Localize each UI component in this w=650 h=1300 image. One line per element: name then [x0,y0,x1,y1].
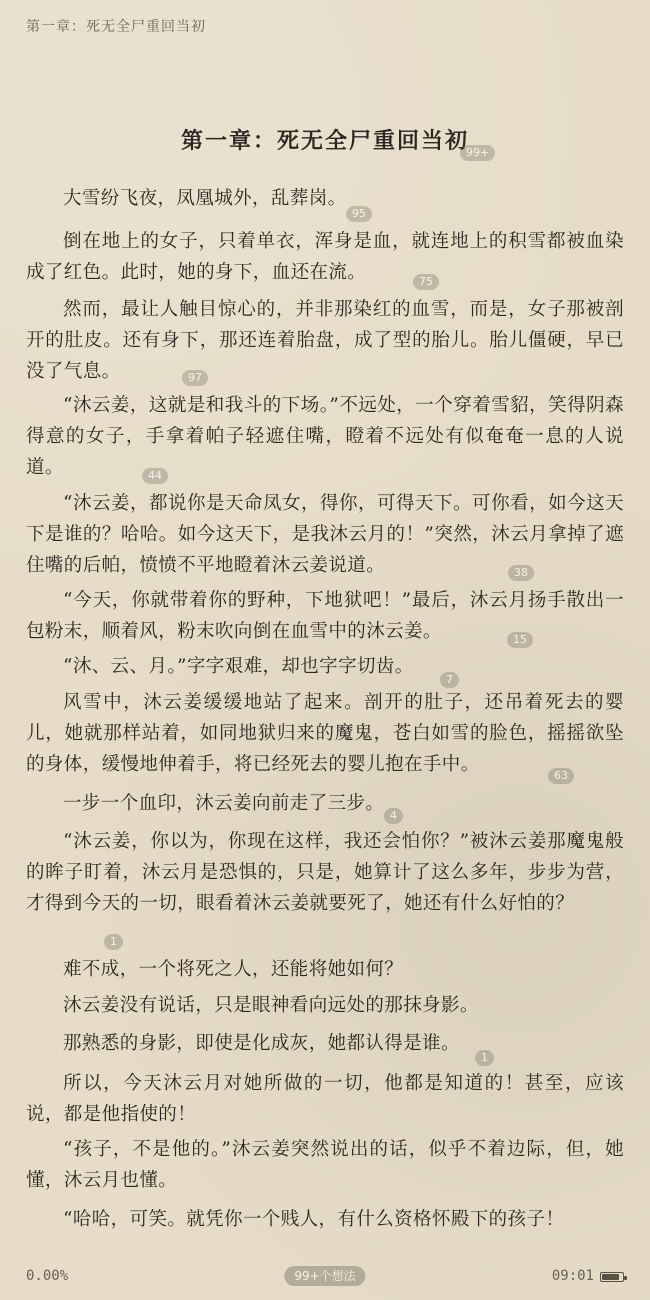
para-4: “沐云姜，这就是和我斗的下场。”不远处，一个穿着雪貂，笑得阴森得意的女子，手拿着帕子轻遮住嘴，瞪着不远处有似奄奄一息的人说道。 [26,395,624,478]
para-7-badge[interactable]: 7 [440,672,459,688]
battery-icon [600,1272,624,1282]
para-10: “沐云姜，你以为，你现在这样，我还会怕你？”被沐云姜那魔鬼般的眸子盯着，沐云月是恐惧的，只是，她算计了这么多年，步步为营，才得到今天的一切，眼看着沐云姜就要死了，她还有什么好怕的？ [26,831,624,914]
top-chapter-label: 第一章：死无全尸重回当初 [26,19,206,35]
para-16: “哈哈，可笑。就凭你一个贱人，有什么资格怀殿下的孩子！ [63,1209,565,1230]
para-1: 大雪纷飞夜，凤凰城外，乱葬岗。 [63,188,347,209]
para-2-badge[interactable]: 75 [413,274,439,290]
para-8: 风雪中，沐云姜缓缓地站了起来。剖开的肚子，还吊着死去的婴儿，她就那样站着，如同地狱归来的魔鬼，苍白如雪的脸色，摇摇欲坠的身体，缓慢地伸着手，将已经死去的婴儿抱在手中。 [26,692,624,775]
para-9: 一步一个血印，沐云姜向前走了三步。 [63,793,385,814]
para-12: 沐云姜没有说话，只是眼神看向远处的那抹身影。 [63,995,479,1016]
para-1-badge[interactable]: 95 [346,206,372,222]
para-5-badge[interactable]: 38 [508,565,534,581]
para-2: 倒在地上的女子，只着单衣，浑身是血，就连地上的积雪都被血染成了红色。此时，她的身下，血还在流。 [26,231,624,283]
title-comment-badge[interactable]: 99+ [460,145,495,161]
para-10-badge[interactable]: 1 [104,934,123,950]
reading-progress: 0.00% [26,1268,69,1284]
para-11: 难不成，一个将死之人，还能将她如何？ [63,959,404,980]
para-15: “孩子，不是他的。”沐云姜突然说出的话，似乎不着边际，但，她懂，沐云月也懂。 [26,1139,624,1191]
para-6-badge[interactable]: 15 [507,632,533,648]
chapter-title: 第一章：死无全尸重回当初 [180,128,469,154]
para-13-badge[interactable]: 1 [475,1050,494,1066]
para-4-badge[interactable]: 44 [142,468,168,484]
para-5: “沐云姜，都说你是天命凤女，得你，可得天下。可你看，如今这天下是谁的？哈哈。如今这天下，是我沐云月的！”突然，沐云月拿掉了遮住嘴的后帕，愤愤不平地瞪着沐云姜说道。 [26,493,624,576]
para-13: 那熟悉的身影，即使是化成灰，她都认得是谁。 [63,1033,460,1054]
ideas-button[interactable]: 99+个想法 [284,1266,365,1286]
para-8-badge[interactable]: 63 [548,768,574,784]
para-9-badge[interactable]: 4 [384,808,403,824]
clock-time: 09:01 [551,1268,594,1284]
para-6: “今天，你就带着你的野种，下地狱吧！”最后，沐云月扬手散出一包粉末，顺着风，粉末吹向倒在血雪中的沐云姜。 [26,590,624,642]
para-3: 然而，最让人触目惊心的，并非那染红的血雪，而是，女子那被剖开的肚皮。还有身下，那还连着胎盘，成了型的胎儿。胎儿僵硬，早已没了气息。 [26,299,624,382]
para-7: “沐、云、月。”字字艰难，却也字字切齿。 [63,656,414,677]
para-3-badge[interactable]: 97 [182,370,208,386]
para-14: 所以，今天沐云月对她所做的一切，他都是知道的！甚至，应该说，都是他指使的！ [26,1073,624,1125]
